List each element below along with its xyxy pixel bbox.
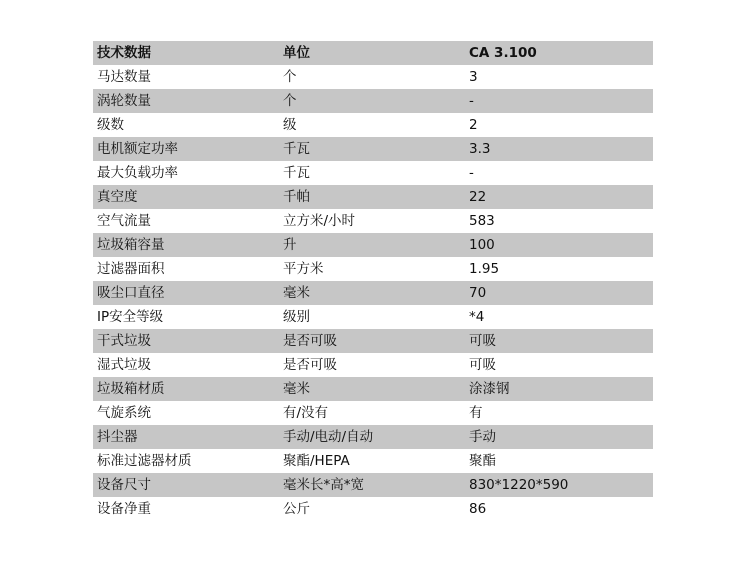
table-row: [93, 89, 653, 113]
header-cell-model: CA 3.100: [469, 45, 537, 61]
table-row: [93, 161, 653, 185]
cell-value: -: [469, 165, 474, 181]
spec-table: [93, 41, 653, 521]
table-row: [93, 377, 653, 401]
cell-parameter: 设备净重: [97, 501, 151, 517]
cell-value: 2: [469, 117, 478, 133]
cell-value: 可吸: [469, 357, 496, 373]
cell-unit: 有/没有: [283, 405, 329, 421]
cell-unit: 千瓦: [283, 165, 310, 181]
cell-unit: 公斤: [283, 501, 310, 517]
cell-value: *4: [469, 309, 485, 325]
cell-value: 22: [469, 189, 487, 205]
cell-unit: 是否可吸: [283, 333, 337, 349]
cell-parameter: 电机额定功率: [97, 141, 178, 157]
cell-unit: 千帕: [283, 189, 310, 205]
cell-unit: 聚酯/HEPA: [283, 453, 350, 469]
table-row: [93, 185, 653, 209]
cell-parameter: 设备尺寸: [97, 477, 151, 493]
table-row: [93, 401, 653, 425]
cell-unit: 级别: [283, 309, 310, 325]
cell-parameter: 气旋系统: [97, 405, 151, 421]
cell-value: -: [469, 93, 474, 109]
cell-unit: 千瓦: [283, 141, 310, 157]
table-row: [93, 305, 653, 329]
cell-value: 70: [469, 285, 487, 301]
cell-parameter: 湿式垃圾: [97, 357, 151, 373]
cell-value: 3.3: [469, 141, 491, 157]
cell-value: 100: [469, 237, 495, 253]
cell-unit: 平方米: [283, 261, 324, 277]
cell-parameter: 真空度: [97, 189, 138, 205]
table-row: [93, 473, 653, 497]
cell-parameter: IP安全等级: [97, 309, 164, 325]
cell-parameter: 垃圾箱容量: [97, 237, 165, 253]
table-header-row: [93, 41, 653, 65]
cell-unit: 毫米: [283, 381, 310, 397]
cell-parameter: 涡轮数量: [97, 93, 151, 109]
cell-parameter: 垃圾箱材质: [97, 381, 165, 397]
cell-value: 86: [469, 501, 487, 517]
cell-value: 有: [469, 405, 483, 421]
table-row: [93, 329, 653, 353]
cell-unit: 毫米长*高*宽: [283, 477, 364, 493]
cell-parameter: 空气流量: [97, 213, 151, 229]
cell-parameter: 马达数量: [97, 69, 151, 85]
cell-parameter: 抖尘器: [97, 429, 138, 445]
table-row: [93, 497, 653, 521]
cell-unit: 级: [283, 117, 297, 133]
cell-unit: 毫米: [283, 285, 310, 301]
table-row: [93, 65, 653, 89]
cell-parameter: 级数: [97, 117, 124, 133]
cell-unit: 立方米/小时: [283, 213, 356, 229]
table-row: [93, 209, 653, 233]
cell-parameter: 标准过滤器材质: [97, 453, 192, 469]
table-row: [93, 137, 653, 161]
table-row: [93, 281, 653, 305]
cell-unit: 是否可吸: [283, 357, 337, 373]
table-row: [93, 425, 653, 449]
cell-unit: 手动/电动/自动: [283, 429, 374, 445]
cell-unit: 个: [283, 93, 297, 109]
cell-value: 830*1220*590: [469, 477, 569, 493]
cell-value: 涂漆钢: [469, 381, 510, 397]
cell-value: 手动: [469, 429, 496, 445]
cell-parameter: 最大负载功率: [97, 165, 178, 181]
table-row: [93, 233, 653, 257]
cell-parameter: 干式垃圾: [97, 333, 151, 349]
header-cell-unit: 单位: [283, 45, 310, 61]
table-body: [93, 65, 653, 521]
header-cell-parameter: 技术数据: [97, 45, 151, 61]
cell-parameter: 吸尘口直径: [97, 285, 165, 301]
cell-parameter: 过滤器面积: [97, 261, 165, 277]
cell-value: 1.95: [469, 261, 500, 277]
cell-value: 聚酯: [469, 453, 496, 469]
cell-unit: 升: [283, 237, 297, 253]
table-row: [93, 257, 653, 281]
cell-value: 可吸: [469, 333, 496, 349]
cell-value: 583: [469, 213, 495, 229]
table-row: [93, 449, 653, 473]
table-row: [93, 353, 653, 377]
cell-value: 3: [469, 69, 478, 85]
table-row: [93, 113, 653, 137]
cell-unit: 个: [283, 69, 297, 85]
